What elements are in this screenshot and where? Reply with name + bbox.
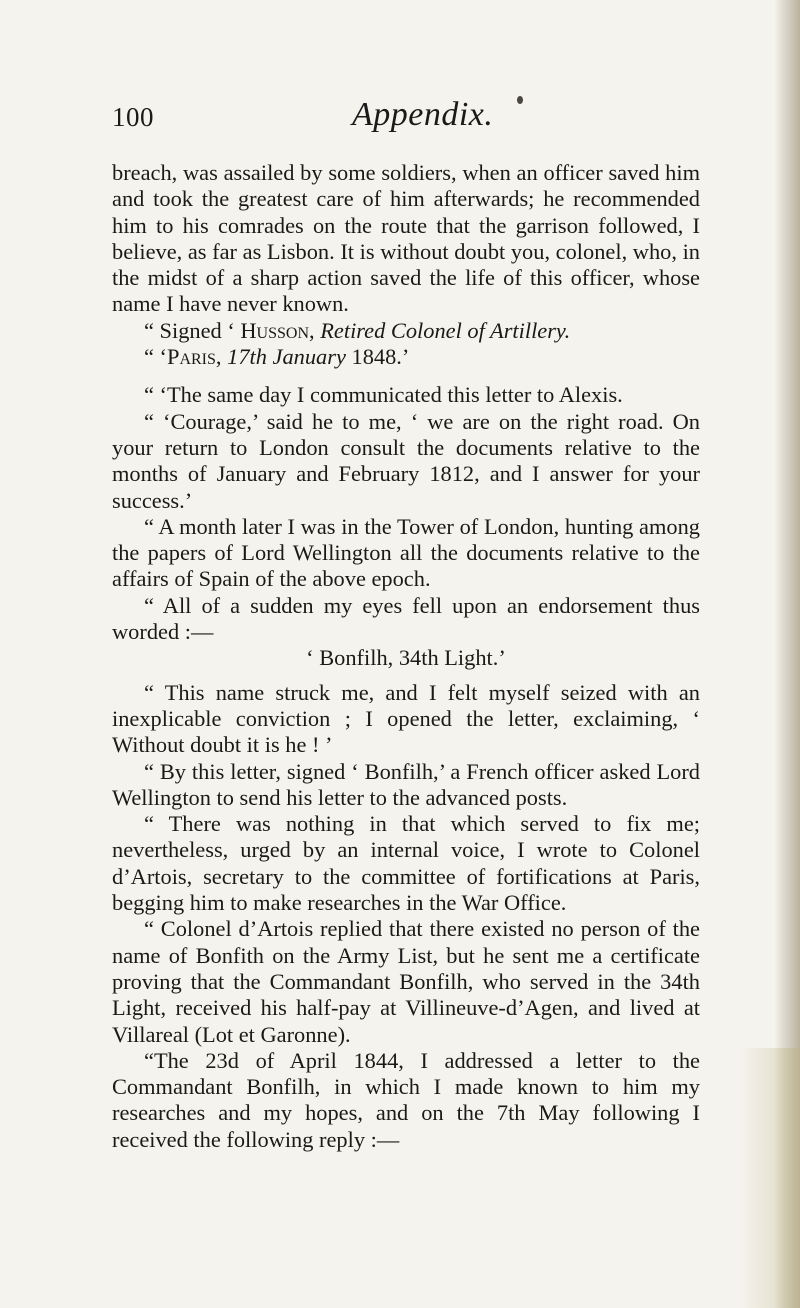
- paragraph-3: “ ‘Courage,’ said he to me, ‘ we are on the right road. On your return to London consult the documents relative to the months of January and February 1812, and I answer for your success.’: [112, 408, 700, 513]
- page-edge-stain: [740, 1048, 800, 1308]
- paragraph-4: “ A month later I was in the Tower of London, hunting among the papers of Lord Wellington all the documents relative to the affairs of Spain of the above epoch.: [112, 513, 700, 592]
- signature-line: [112, 318, 700, 344]
- page-number: 100: [112, 102, 154, 132]
- paragraph-7: “ By this letter, signed ‘ Bonfilh,’ a French officer asked Lord Wellington to send his letter to the advanced posts.: [112, 758, 700, 810]
- signer-title: Retired Colonel of Artillery.: [320, 317, 571, 343]
- page-header: [112, 96, 702, 146]
- paragraph-9: “ Colonel d’Artois replied that there existed no person of the name of Bonfith on the Army List, but he sent me a certificate proving that the Commandant Bonfilh, who served in the 34th Light, received his half-pay at Villineuve-d’Agen, and lived at Villareal (Lot et Garonne).: [112, 916, 700, 1047]
- signed-prefix: “ Signed ‘: [144, 317, 241, 343]
- ink-dot-mark: [517, 96, 523, 104]
- paragraph-6: “ This name struck me, and I felt myself seized with an inexplicable conviction ; I opened the letter, exclaiming, ‘ Without doubt it is he ! ’: [112, 679, 700, 758]
- date-year: 1848.’: [351, 344, 410, 370]
- paragraph-10: “The 23d of April 1844, I addressed a letter to the Commandant Bonfilh, in which I made known to him my researches and my hopes, and on the 7th May following I received the following reply :—: [112, 1047, 700, 1152]
- spacer: [112, 672, 700, 680]
- endorsement-line: ‘ Bonfilh, 34th Light.’: [306, 645, 506, 671]
- signer-name: Husson,: [240, 317, 315, 343]
- paragraph-8: “ There was nothing in that which served to fix me; nevertheless, urged by an internal voice, I wrote to Colonel d’Artois, secretary to the committee of fortifications at Paris, begging him to make researches in the War Office.: [112, 811, 700, 916]
- body-text: [112, 160, 700, 1153]
- spacer: [112, 370, 700, 382]
- place-name: Paris,: [167, 344, 222, 370]
- paragraph-2: “ ‘The same day I communicated this letter to Alexis.: [144, 382, 623, 408]
- paragraph-5: “ All of a sudden my eyes fell upon an endorsement thus worded :—: [112, 592, 700, 645]
- paragraph-1: breach, was assailed by some soldiers, when an officer saved him and took the greatest care of him afterwards; he recommended him to his comrades on the route that the garrison followed, I believe, as far as Lisbon. It is without doubt you, colonel, who, in the midst of a sharp action saved the life of this officer, whose name I have never known.: [112, 160, 700, 317]
- place-date-line: [112, 344, 700, 370]
- place-prefix: “ ‘: [144, 344, 167, 370]
- running-title: Appendix.: [352, 96, 494, 133]
- date-day: 17th January: [227, 344, 346, 370]
